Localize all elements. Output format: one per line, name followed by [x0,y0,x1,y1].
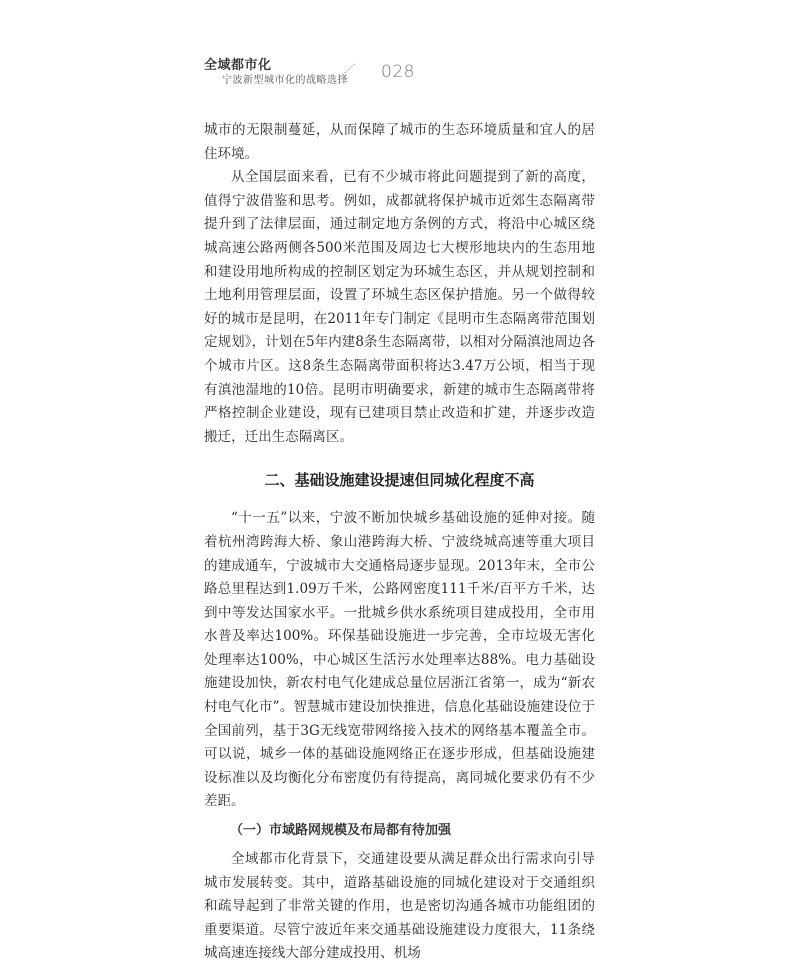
page-body [204,119,595,966]
running-header-title: 全域都市化 [204,58,272,73]
paragraph-continuation: 城市的无限制蔓延，从而保障了城市的生态环境质量和宜人的居住环境。 [204,122,595,162]
paragraph-infrastructure: “十一五”以来，宁波不断加快城乡基础设施的延伸对接。随着杭州湾跨海大桥、象山港跨海大桥、宁波绕城高速等重大项目的建成通车，宁波城市大交通格局逐步显现。2013年末，全市公路总里程达到1.09万千米，公路网密度111千米/百平方千米，达到中等发达国家水平。一批城乡供水系统项目建成投用，全市用水普及率达100%。环保基础设施进一步完善，全市垃圾无害化处理率达100%，中心城区生活污水处理率达88%。电力基础设施建设加快，新农村电气化建成总量位居浙江省第一，成为“新农村电气化市”。智慧城市建设加快推进，信息化基础设施建设位于全国前列，基于3G无线宽带网络接入技术的网络基本覆盖全市。可以说，城乡一体的基础设施网络正在逐步形成，但基础设施建设标准以及均衡化分布密度仍有待提高，离同城化要求仍有不少差距。 [204,510,595,810]
section-heading: 二、基础设施建设提速但同城化程度不高 [264,471,535,490]
subsection-heading: （一）市域路网规模及布局都有待加强 [230,823,452,839]
decorative-slash-icon [338,60,358,80]
paragraph-road-network: 全域都市化背景下，交通建设要从满足群众出行需求向引导城市发展转变。其中，道路基础设施的同城化建设对于交通组织和疏导起到了非常关键的作用，也是密切沟通各城市功能组团的重要渠道。尽管宁波近年来交通基础设施建设力度很大，11条绕城高速连接线大部分建成投用、机场 [204,851,595,962]
paragraph-ecological-belts: 从全国层面来看，已有不少城市将此问题提到了新的高度，值得宁波借鉴和思考。例如，成都就将保护城市近郊生态隔离带提升到了法律层面，通过制定地方条例的方式，将沿中心城区绕城高速公路两侧各500米范围及周边七大楔形地块内的生态用地和建设用地所构成的控制区划定为环城生态区，并从规划控制和土地利用管理层面，设置了环城生态区保护措施。另一个做得较好的城市是昆明，在2011年专门制定《昆明市生态隔离带范围划定规划》，计划在5年内建8条生态隔离带，以相对分隔滇池周边各个城市片区。这8条生态隔离带面积将达3.47万公顷，相当于现有滇池湿地的10倍。昆明市明确要求，新建的城市生态隔离带将严格控制企业建设，现有已建项目禁止改造和扩建，并逐步改造搬迁，迁出生态隔离区。 [204,169,595,445]
page-number: 028 [381,62,415,82]
running-header-subtitle: 宁波新型城市化的战略选择 [222,75,348,86]
